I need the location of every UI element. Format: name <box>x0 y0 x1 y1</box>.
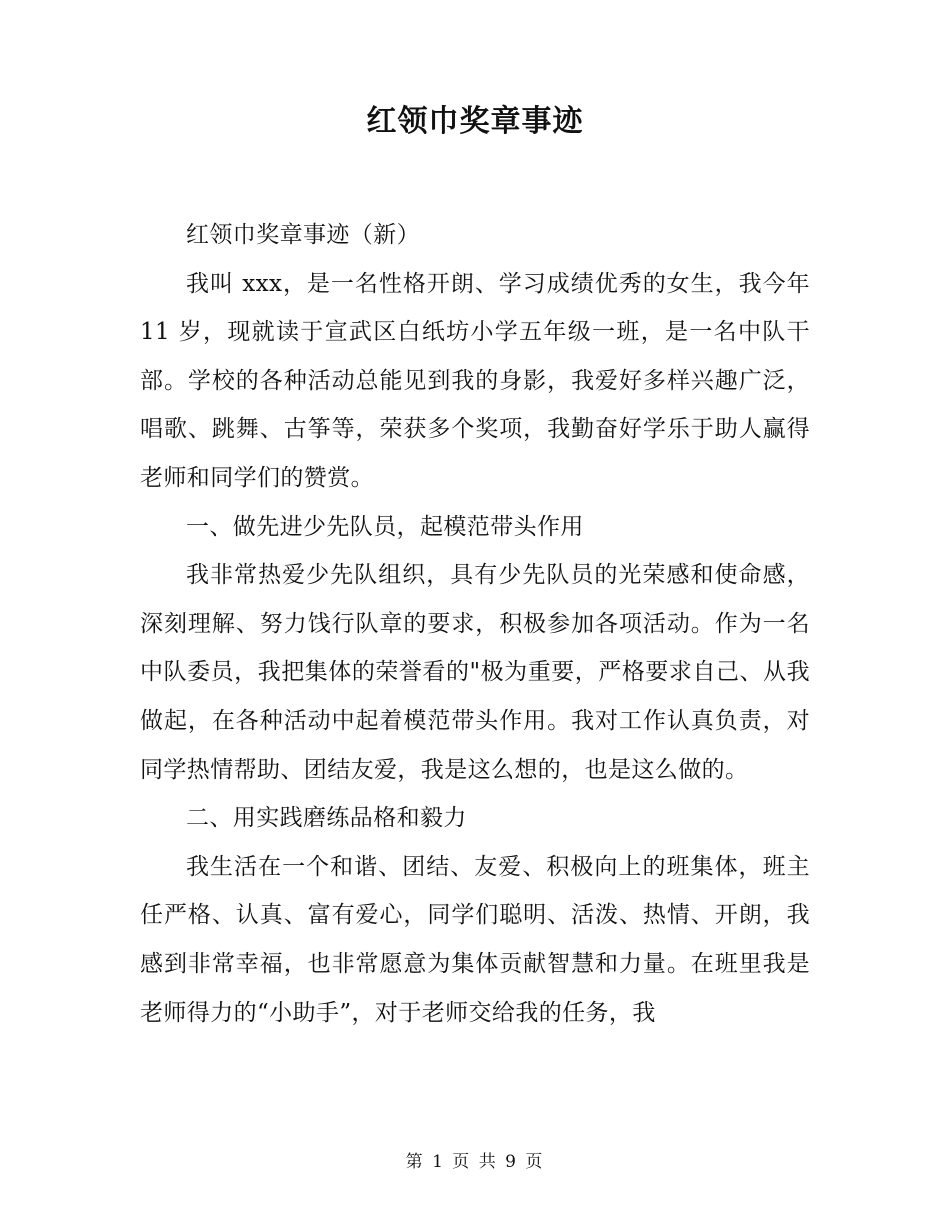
document-body <box>140 211 810 1037</box>
paragraph-subtitle: 红领巾奖章事迹（新） <box>186 222 420 248</box>
paragraph-section-2: 我生活在一个和谐、团结、友爱、积极向上的班集体，班主任严格、认真、富有爱心，同学们聪明、活泼、热情、开朗，我感到非常幸福，也非常愿意为集体贡献智慧和力量。在班里我是老师得力的“小助手”，对于老师交给我的任务，我 <box>140 853 810 1026</box>
section-heading-1: 一、做先进少先队员，起模范带头作用 <box>186 513 584 540</box>
paragraph-introduction: 我叫 xxx，是一名性格开朗、学习成绩优秀的女生，我今年 11 岁，现就读于宣武区白纸坊小学五年级一班，是一名中队干部。学校的各种活动总能见到我的身影，我爱好多样兴趣广泛，唱歌、跳舞、古筝等，荣获多个奖项，我勤奋好学乐于助人赢得老师和同学们的赞赏。 <box>140 270 810 491</box>
section-heading-2: 二、用实践磨练品格和毅力 <box>186 805 467 832</box>
document-title: 红领巾奖章事迹 <box>366 104 584 139</box>
paragraph-section-1: 我非常热爱少先队组织，具有少先队员的光荣感和使命感，深刻理解、努力饯行队章的要求，积极参加各项活动。作为一名中队委员，我把集体的荣誉看的"极为重要，严格要求自己、从我做起，在各种活动中起着模范带头作用。我对工作认真负责，对同学热情帮助、团结友爱，我是这么想的，也是这么做的。 <box>140 562 810 783</box>
page-number-footer: 第 1 页 共 9 页 <box>405 1152 545 1172</box>
